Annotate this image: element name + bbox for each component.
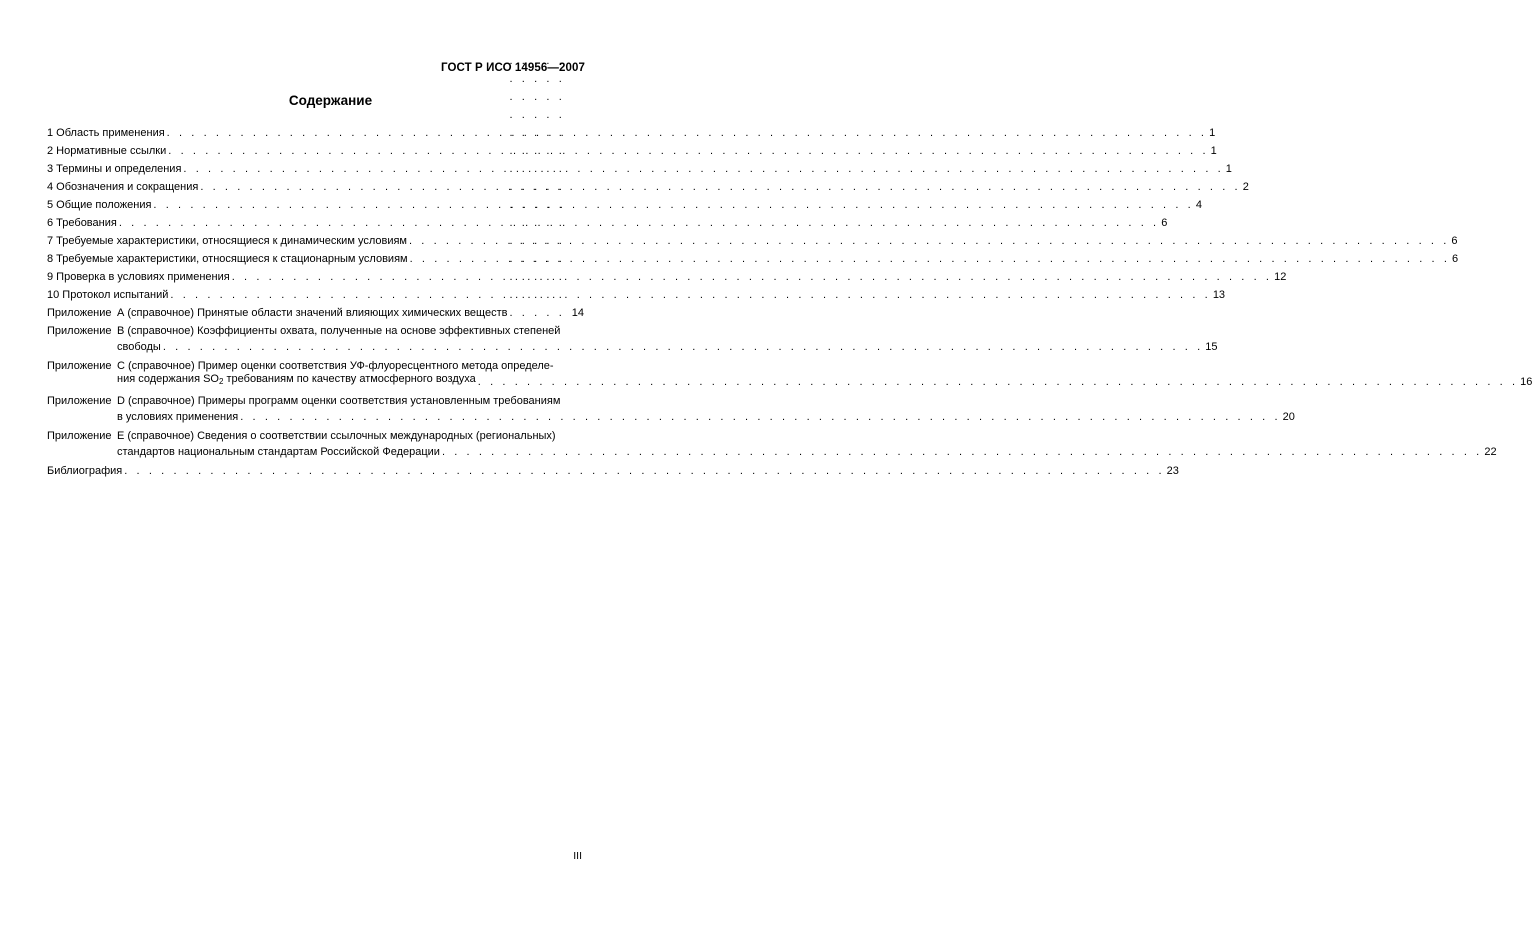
toc-entry-page: 14 <box>571 307 584 319</box>
toc-entry-3[interactable] <box>47 160 1232 178</box>
toc-appendix-c[interactable] <box>47 357 1532 391</box>
toc-leader <box>166 142 1210 160</box>
toc-entry-page: 6 <box>1452 253 1459 265</box>
toc-entry-text-cont: стандартов национальным стандартам Российской Федерации <box>117 446 440 458</box>
toc-entry-page: 16 <box>1520 376 1532 388</box>
toc-entry-7[interactable] <box>47 232 1458 250</box>
toc-leader <box>117 214 1161 232</box>
toc-entry-text: 7 Требуемые характеристики, относящиеся к динамическим условиям <box>47 235 407 247</box>
toc-entry-page: 12 <box>1274 271 1287 283</box>
toc-entry-page: 1 <box>1225 163 1232 175</box>
toc-entry-4[interactable] <box>47 178 1249 196</box>
toc-entry-page: 15 <box>1205 341 1218 353</box>
appendix-prefix: Приложение <box>47 360 112 372</box>
toc-entry-6[interactable] <box>47 214 1168 232</box>
toc-entry-page: 6 <box>1161 217 1168 229</box>
toc-entry-text: 8 Требуемые характеристики, относящиеся к стационарным условиям <box>47 253 408 265</box>
document-code: ГОСТ Р ИСО 14956—2007 <box>440 62 585 74</box>
toc-leader <box>408 250 1452 268</box>
toc-leader <box>161 338 1205 356</box>
toc-entry-5[interactable] <box>47 196 1202 214</box>
toc-entry-9[interactable] <box>47 268 1287 286</box>
toc-entry-text: Е (справочное) Сведения о соответствии ссылочных международных (региональных) <box>117 430 556 442</box>
toc-leader <box>165 124 1209 142</box>
toc-entry-page: 20 <box>1282 411 1295 423</box>
appendix-prefix: Приложение <box>47 430 112 442</box>
table-of-contents <box>47 124 1532 480</box>
toc-leader <box>238 408 1282 426</box>
toc-leader <box>230 268 1274 286</box>
text-part: ния содержания SO <box>117 373 219 385</box>
toc-entry-page: 1 <box>1210 145 1217 157</box>
toc-appendix-a[interactable] <box>47 304 584 322</box>
toc-leader <box>181 160 1225 178</box>
page-title: Содержание <box>288 93 373 108</box>
toc-entry-page: 22 <box>1484 446 1497 458</box>
toc-entry-text: 9 Проверка в условиях применения <box>47 271 230 283</box>
toc-entry-text: 6 Требования <box>47 217 117 229</box>
toc-appendix-e[interactable] <box>47 427 1497 461</box>
toc-entry-page: 2 <box>1242 181 1249 193</box>
toc-entry-2[interactable] <box>47 142 1217 160</box>
toc-entry-text: 2 Нормативные ссылки <box>47 145 167 157</box>
toc-entry-text: D (справочное) Примеры программ оценки соответствия установленным требованиям <box>117 395 561 407</box>
text-part: требованиям по качеству атмосферного воздуха <box>223 373 476 385</box>
toc-entry-text: 10 Протокол испытаний <box>47 289 169 301</box>
toc-leader <box>476 373 1520 391</box>
toc-leader <box>198 178 1242 196</box>
toc-entry-text: 5 Общие положения <box>47 199 152 211</box>
subscript: 2 <box>219 377 224 386</box>
page-number: III <box>573 850 582 862</box>
toc-entry-text: Библиография <box>47 465 123 477</box>
appendix-prefix: Приложение <box>47 307 112 319</box>
toc-entry-page: 6 <box>1451 235 1458 247</box>
toc-entry-text-cont: в условиях применения <box>117 411 239 423</box>
toc-entry-text: 3 Термины и определения <box>47 163 182 175</box>
toc-bibliography[interactable] <box>47 462 1179 480</box>
toc-entry-text-cont <box>117 370 476 391</box>
toc-entry-text: А (справочное) Принятые области значений влияющих химических веществ <box>117 307 508 319</box>
toc-appendix-b[interactable] <box>47 322 1218 356</box>
toc-appendix-d[interactable] <box>47 392 1295 426</box>
toc-entry-8[interactable] <box>47 250 1459 268</box>
toc-leader <box>407 232 1451 250</box>
toc-entry-page: 13 <box>1212 289 1226 301</box>
toc-leader <box>151 196 1195 214</box>
toc-entry-page: 4 <box>1195 199 1202 211</box>
appendix-prefix: Приложение <box>47 395 112 407</box>
toc-entry-text: В (справочное) Коэффициенты охвата, полученные на основе эффективных степеней <box>117 325 561 337</box>
toc-entry-page: 23 <box>1166 465 1179 477</box>
toc-leader <box>122 462 1166 480</box>
toc-leader <box>440 443 1484 461</box>
toc-entry-text: 4 Обозначения и сокращения <box>47 181 199 193</box>
toc-entry-text: С (справочное) Пример оценки соответствия УФ-флуоресцентного метода определе- <box>117 360 554 372</box>
toc-entry-1[interactable] <box>47 124 1216 142</box>
toc-entry-text-cont: свободы <box>117 341 161 353</box>
appendix-prefix: Приложение <box>47 325 112 337</box>
toc-leader <box>168 286 1212 304</box>
toc-entry-text: 1 Область применения <box>47 127 165 139</box>
toc-entry-page: 1 <box>1209 127 1216 139</box>
toc-entry-10[interactable] <box>47 286 1226 304</box>
